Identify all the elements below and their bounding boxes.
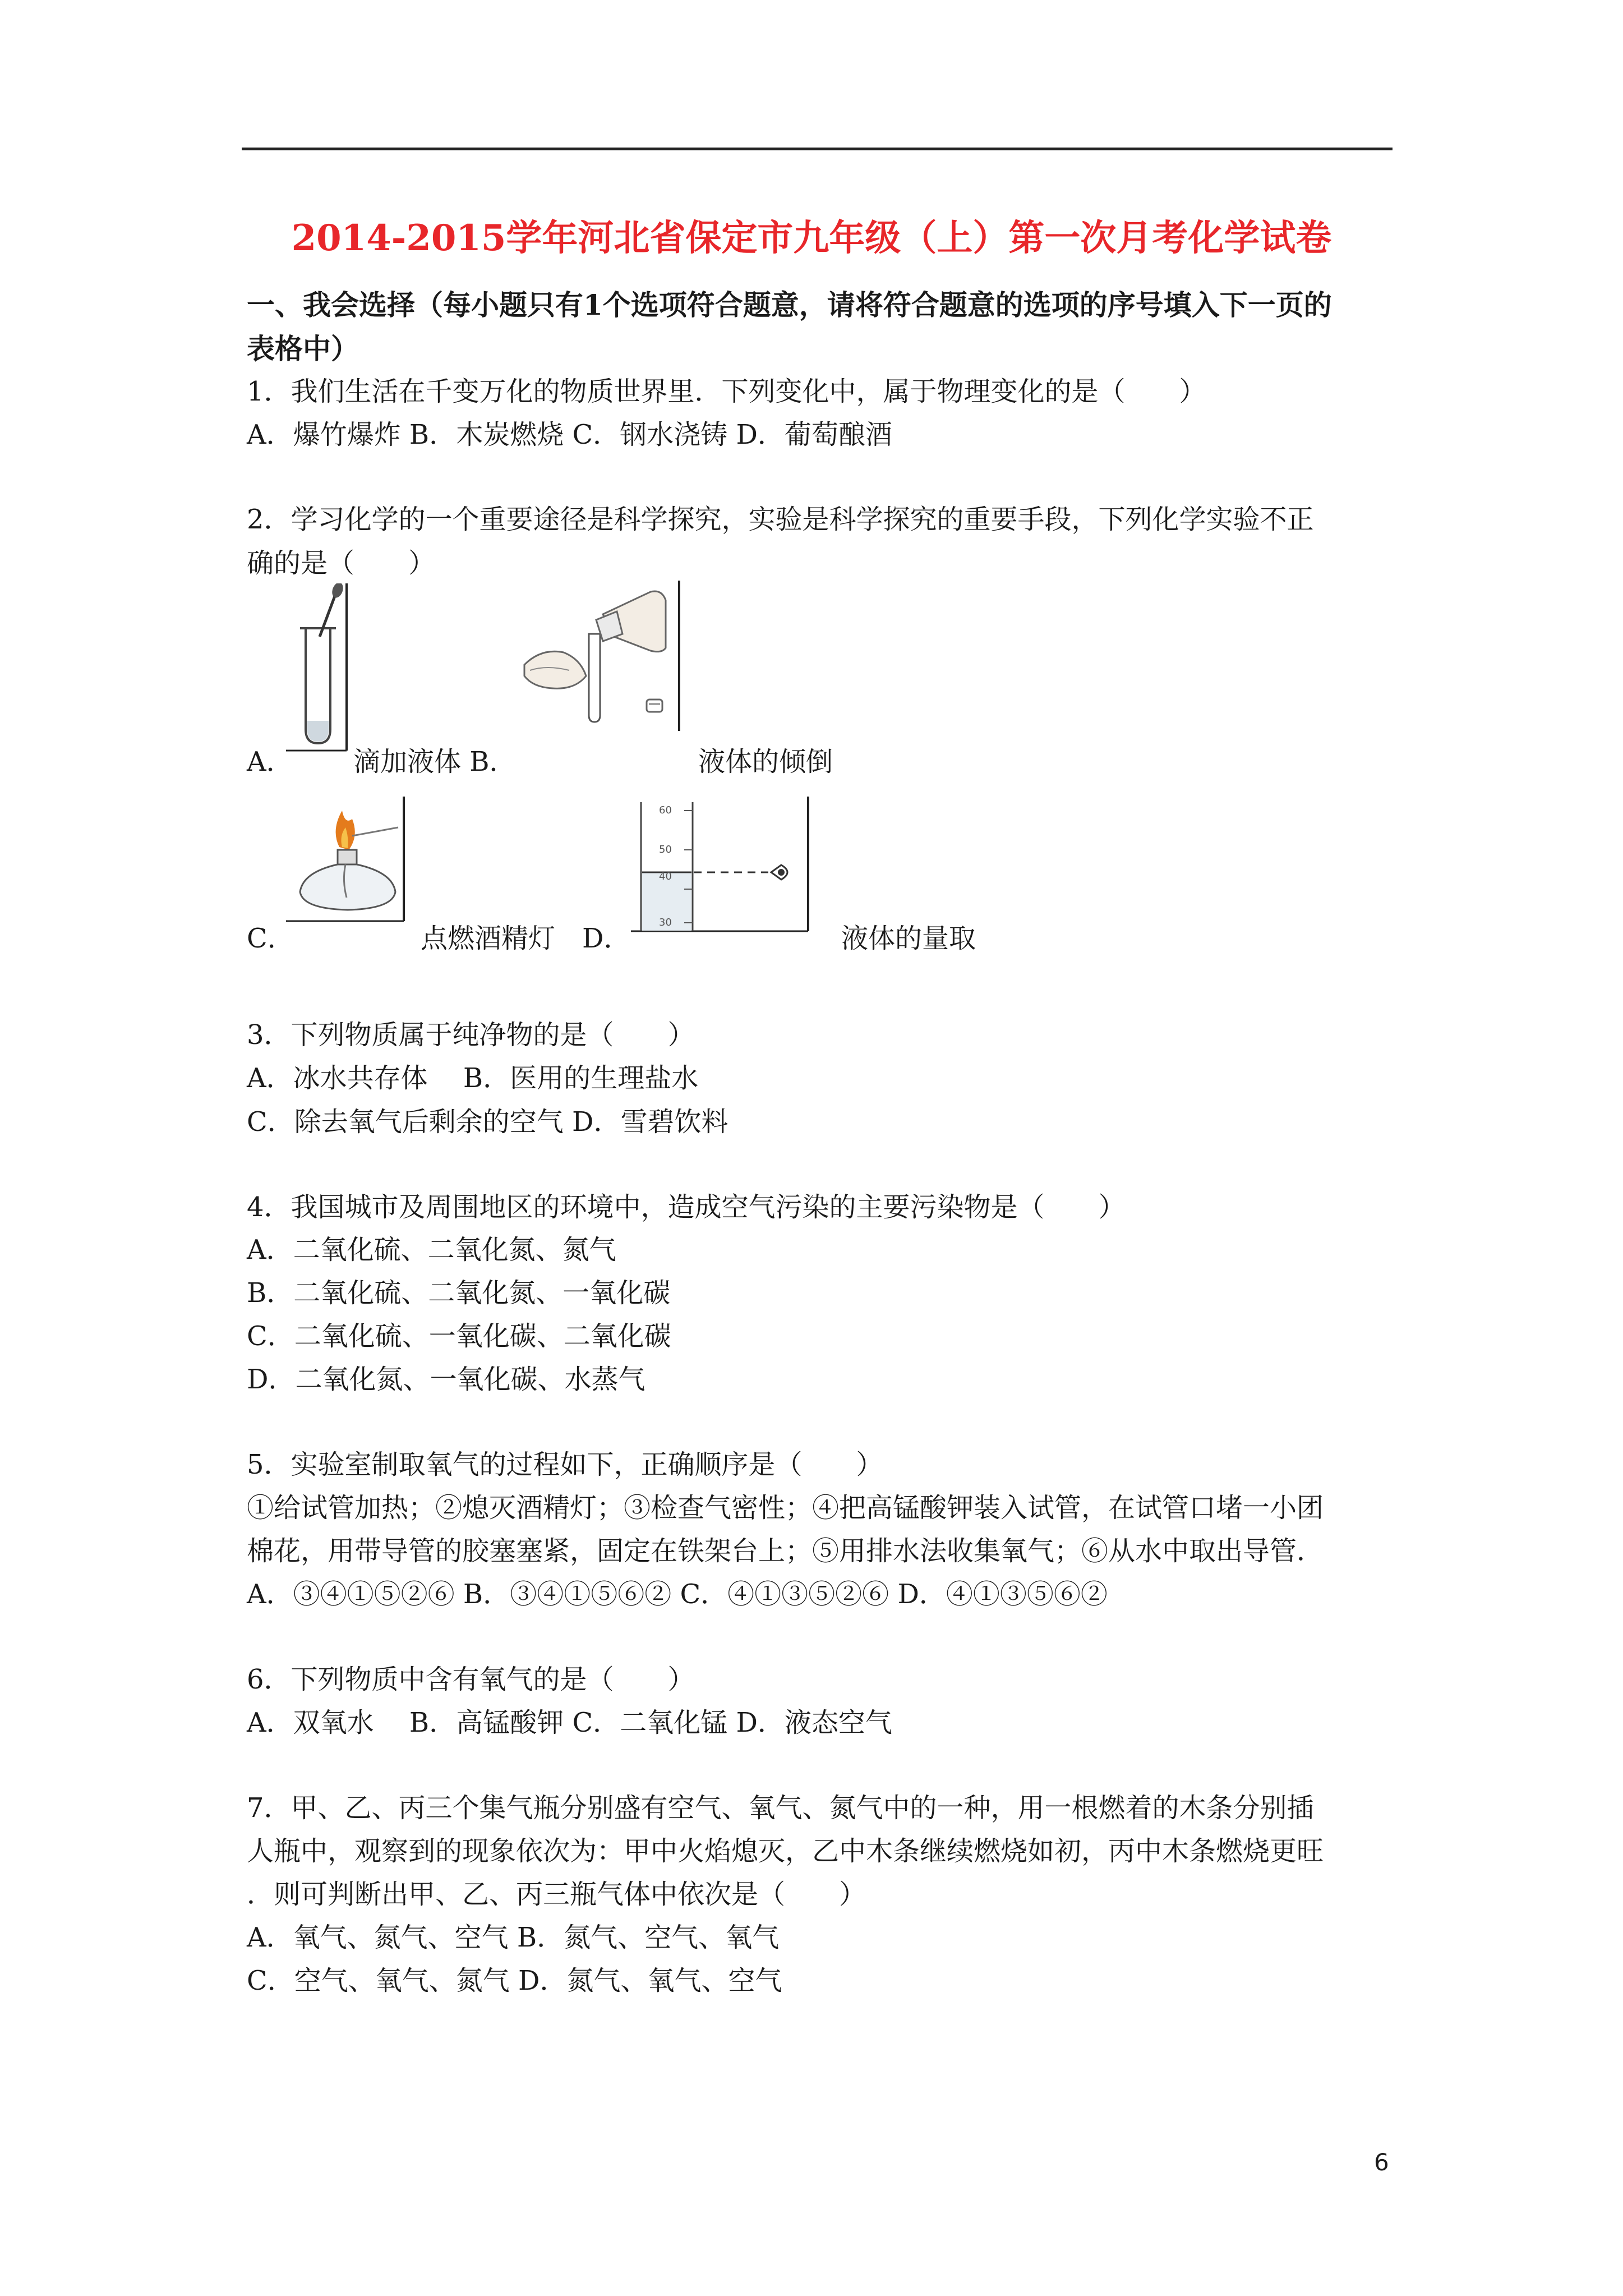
section-heading-line2: 表格中） [247,332,359,365]
q2-option-a-label: 滴加液体 B． [353,746,517,777]
q2-option-c-letter: C． [247,923,294,954]
dropper-test-tube-figure [286,583,349,753]
q2-option-d-label: 液体的量取 [841,923,976,954]
q3-stem: 3．下列物质属于纯净物的是（ ） [247,1019,695,1051]
q3-options-line2: C．除去氧气后剩余的空气 D．雪碧饮料 [247,1106,728,1138]
page-number: 6 [1374,2148,1389,2176]
alcohol-lamp-figure [286,797,407,923]
q2-stem-line2: 确的是（ ） [247,547,436,579]
q4-stem: 4．我国城市及周围地区的环境中，造成空气污染的主要污染物是（ ） [247,1191,1126,1223]
q7-options-line2: C．空气、氧气、氮气 D．氮气、氧气、空气 [247,1965,782,1996]
cylinder-tick-50: 50 [659,844,672,855]
q4-option-b: B．二氧化硫、二氧化氮、一氧化碳 [247,1277,671,1309]
q2-option-b-label: 液体的倾倒 [698,746,833,777]
page-title: 2014-2015学年河北省保定市九年级（上）第一次月考化学试卷 [291,217,1332,259]
q6-stem: 6．下列物质中含有氧气的是（ ） [247,1664,695,1695]
q7-stem-line1: 7．甲、乙、丙三个集气瓶分别盛有空气、氧气、氮气中的一种，用一根燃着的木条分别插 [247,1792,1314,1824]
q1-stem: 1．我们生活在千变万化的物质世界里．下列变化中，属于物理变化的是（ ） [247,376,1206,407]
q4-option-c: C．二氧化硫、一氧化碳、二氧化碳 [247,1320,671,1352]
cylinder-tick-30: 30 [659,917,672,928]
q2-option-c-label: 点燃酒精灯 D． [421,923,631,954]
q6-options: A．双氧水 B．高锰酸钾 C．二氧化锰 D．液态空气 [247,1707,892,1738]
q5-steps-line1: ①给试管加热；②熄灭酒精灯；③检查气密性；④把高锰酸钾装入试管，在试管口堵一小团 [247,1492,1324,1524]
q7-stem-line3: ．则可判断出甲、乙、丙三瓶气体中依次是（ ） [247,1879,866,1910]
q3-options-line1: A．冰水共存体 B．医用的生理盐水 [247,1062,699,1094]
q2-option-a-letter: A． [247,746,293,777]
q4-option-d: D．二氧化氮、一氧化碳、水蒸气 [247,1364,645,1395]
section-heading-line1: 一、我会选择（每小题只有1个选项符合题意，请将符合题意的选项的序号填入下一页的 [247,288,1332,321]
cylinder-tick-40: 40 [659,871,672,882]
q5-steps-line2: 棉花，用带导管的胶塞塞紧，固定在铁架台上；⑤用排水法收集氧气；⑥从水中取出导管． [247,1535,1324,1567]
liquid-pouring-figure [519,581,681,732]
q5-options: A．③④①⑤②⑥ B．③④①⑤⑥② C．④①③⑤②⑥ D．④①③⑤⑥② [247,1579,1108,1610]
q7-options-line1: A．氧气、氮气、空气 B．氮气、空气、氧气 [247,1922,780,1953]
q5-stem: 5．实验室制取氧气的过程如下，正确顺序是（ ） [247,1449,883,1480]
q1-options: A．爆竹爆炸 B．木炭燃烧 C．钢水浇铸 D．葡萄酿酒 [247,419,892,450]
q7-stem-line2: 人瓶中，观察到的现象依次为：甲中火焰熄灭，乙中木条继续燃烧如初，丙中木条燃烧更旺 [247,1835,1324,1867]
graduated-cylinder-figure [631,797,810,934]
q4-option-a: A．二氧化硫、二氧化氮、氮气 [247,1234,616,1266]
q2-stem-line1: 2．学习化学的一个重要途径是科学探究，实验是科学探究的重要手段，下列化学实验不正 [247,504,1314,535]
cylinder-tick-60: 60 [659,804,672,816]
header-rule [242,148,1393,150]
